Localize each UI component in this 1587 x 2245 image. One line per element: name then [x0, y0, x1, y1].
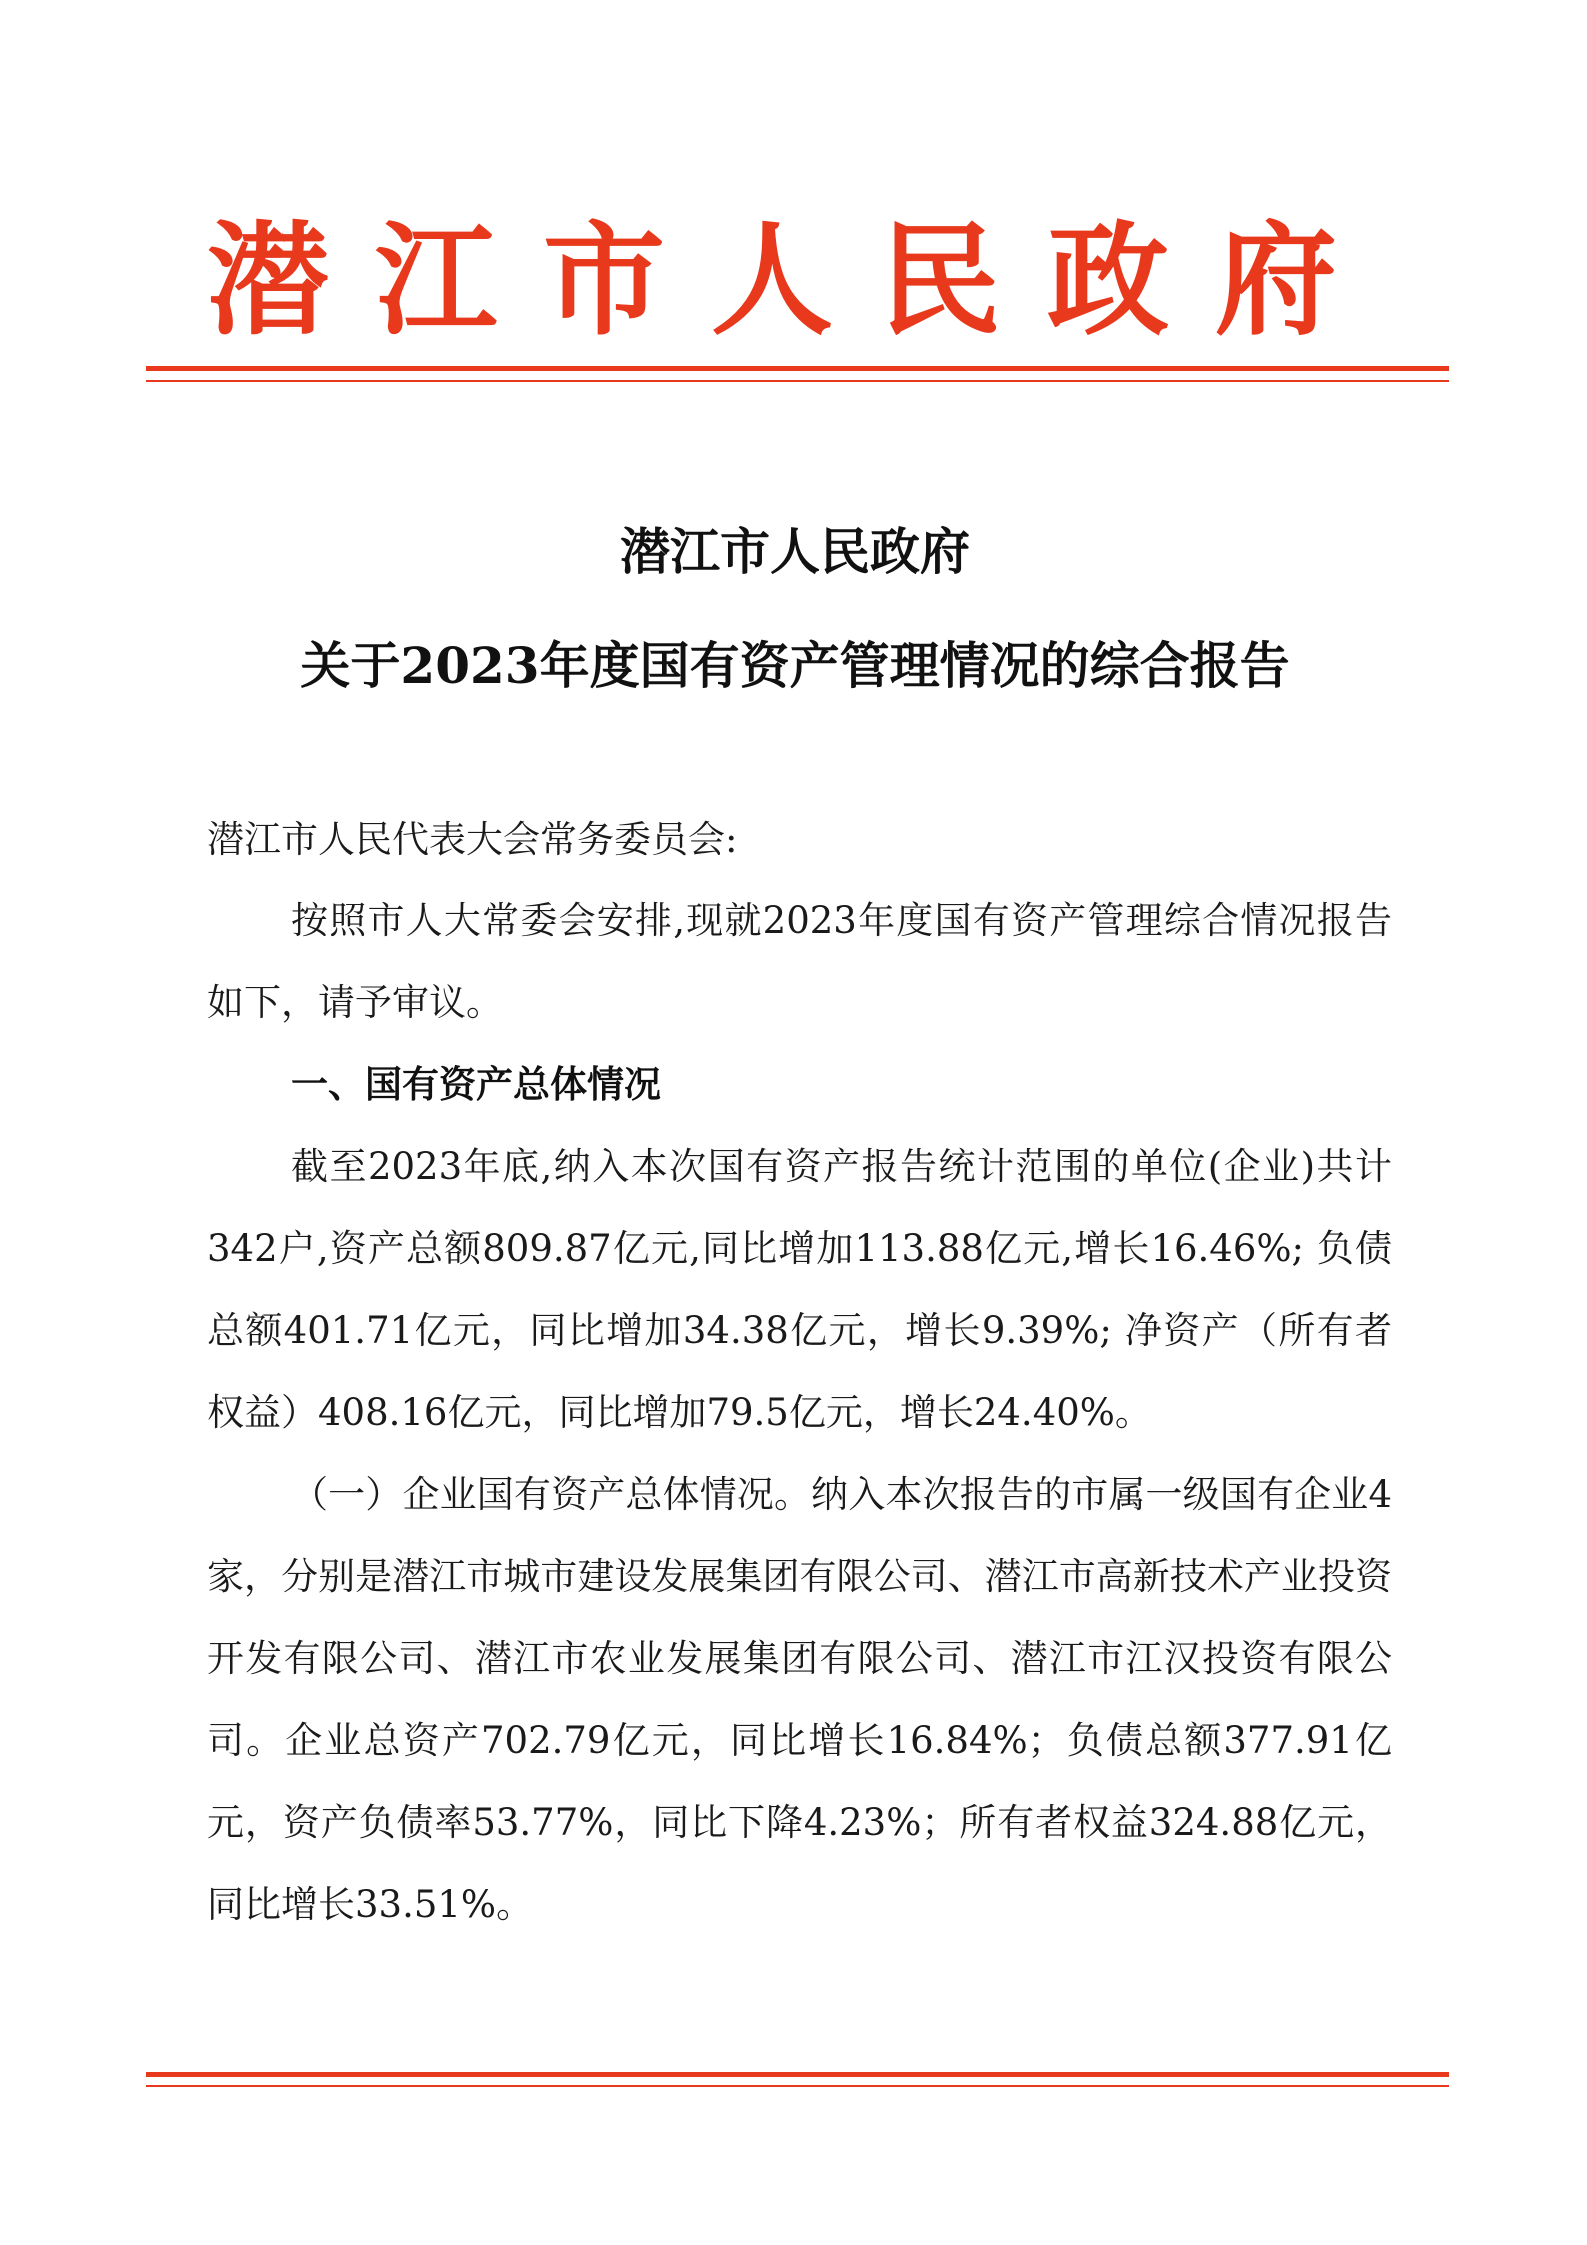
section-heading: 一、国有资产总体情况 [291, 1063, 661, 1106]
subsection-paragraph: （一）企业国有资产总体情况。纳入本次报告的市属一级国有企业4家，分别是潜江市城市建设发展集团有限公司、潜江市高新技术产业投资开发有限公司、潜江市农业发展集团有限公司、潜江市江汉投资有限公司。企业总资产702.79亿元，同比增长16.84%；负债总额377.91亿元，资产负债率53.77%，同比下降4.23%；所有者权益324.88亿元，同比增长33.51%。 [207, 1473, 1392, 1926]
salutation: 潜江市人民代表大会常务委员会: [207, 818, 738, 861]
document-title-line1: 潜江市人民政府 [620, 522, 970, 581]
footer-rule-thick [146, 2072, 1449, 2077]
section-paragraph: 截至2023年底,纳入本次国有资产报告统计范围的单位(企业)共计342户,资产总额809.87亿元,同比增加113.88亿元,增长16.46%; 负债总额401.71亿元，同比增加34.38亿元，增长9.39%; 净资产（所有者权益）408.16亿元，同比增加79.5亿元，增长24.40%。 [207, 1145, 1392, 1434]
masthead-rule-thin [146, 380, 1449, 382]
document-title-line2: 关于2023年度国有资产管理情况的综合报告 [300, 636, 1290, 695]
masthead-rule-thick [146, 366, 1449, 371]
masthead-title: 潜江市人民政府 [207, 208, 1383, 352]
document-body [207, 880, 1392, 1946]
intro-paragraph: 按照市人大常委会安排,现就2023年度国有资产管理综合情况报告如下，请予审议。 [207, 899, 1392, 1024]
footer-rule-thin [146, 2085, 1449, 2087]
